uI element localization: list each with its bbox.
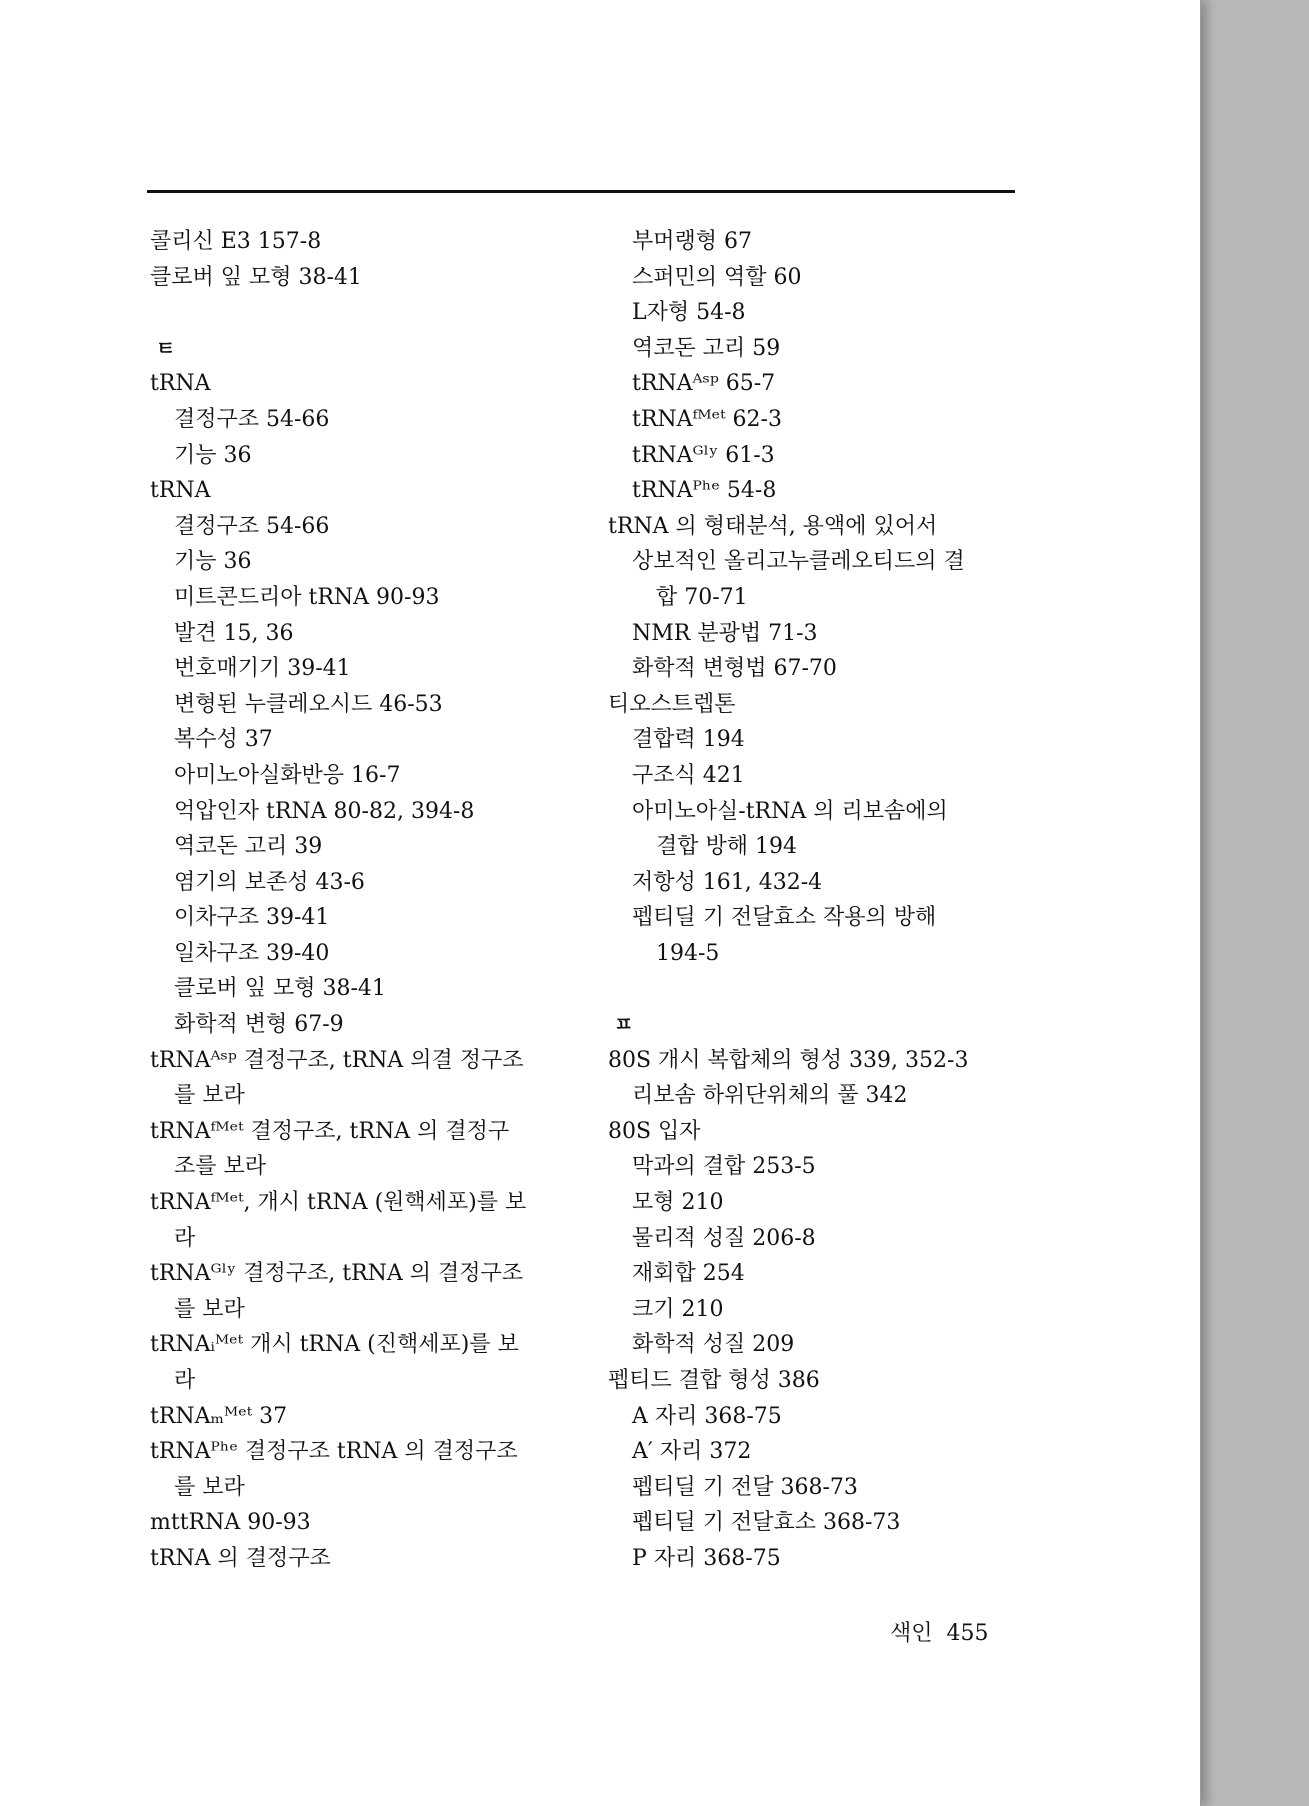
index-entry: 모형 210 (632, 1190, 724, 1216)
index-entry: A′ 자리 372 (632, 1439, 752, 1465)
index-entry: 80S 입자 (608, 1118, 701, 1144)
index-entry: 콜리신 E3 157-8 (150, 229, 322, 254)
index-entry: 라 (174, 1368, 196, 1393)
index-entry: NMR 분광법 71-3 (632, 620, 818, 646)
index-entry: tRNAᴾʰᵉ 54-8 (632, 478, 777, 504)
index-entry: 조를 보라 (174, 1154, 267, 1180)
page-number: 455 (946, 1621, 989, 1646)
index-entry: tRNAᴾʰᵉ 결정구조 tRNA 의 결정구조 (150, 1439, 518, 1465)
index-entry: tRNAᶠᴹᵉᵗ 62-3 (632, 406, 782, 432)
section-letter: ㅌ (156, 335, 176, 360)
blank-line (608, 971, 1028, 1007)
index-entry: tRNAᶠᴹᵉᵗ 결정구조, tRNA 의 결정구 (150, 1118, 510, 1144)
index-entry: 역코돈 고리 59 (632, 335, 781, 361)
index-entry: L자형 54-8 (632, 300, 746, 326)
index-entry: 복수성 37 (174, 727, 273, 753)
page-footer (890, 1616, 989, 1647)
index-entry: 클로버 잎 모형 38-41 (150, 264, 362, 290)
index-entry: 를 보라 (174, 1474, 245, 1500)
index-entry: 펩티딜 기 전달효소 368-73 (632, 1510, 901, 1536)
index-entry: tRNAᴬˢᵖ 65-7 (632, 371, 776, 397)
index-entry: 리보솜 하위단위체의 풀 342 (632, 1083, 908, 1109)
index-entry: 합 70-71 (656, 584, 748, 610)
index-column-left (150, 224, 590, 1577)
index-entry: tRNA 의 형태분석, 용액에 있어서 (608, 513, 938, 539)
index-entry: 를 보라 (174, 1296, 245, 1322)
index-entry: 상보적인 올리고누클레오티드의 결 (632, 549, 965, 575)
index-entry: 발견 15, 36 (174, 620, 294, 646)
section-letter: ㅍ (614, 1012, 634, 1037)
index-entry: 억압인자 tRNA 80-82, 394-8 (174, 798, 475, 824)
index-entry: tRNAᴬˢᵖ 결정구조, tRNA 의결 정구조 (150, 1047, 524, 1073)
index-entry: 이차구조 39-41 (174, 905, 330, 931)
index-entry: 기능 36 (174, 549, 252, 575)
index-entry: 화학적 변형 67-9 (174, 1012, 344, 1038)
index-entry: 저항성 161, 432-4 (632, 869, 823, 895)
index-entry: 티오스트렙톤 (608, 691, 736, 717)
index-entry: 막과의 결합 253-5 (632, 1154, 816, 1180)
index-entry: 크기 210 (632, 1296, 724, 1322)
index-entry: 펩티딜 기 전달 368-73 (632, 1474, 858, 1500)
index-entry: 재회합 254 (632, 1261, 745, 1287)
index-entry: 결합력 194 (632, 727, 745, 753)
index-entry: P 자리 368-75 (632, 1545, 781, 1571)
index-entry: 결정구조 54-66 (174, 406, 330, 432)
index-entry: 를 보라 (174, 1083, 245, 1109)
header-rule (147, 190, 1015, 193)
index-entry: 염기의 보존성 43-6 (174, 869, 365, 895)
index-entry: 80S 개시 복합체의 형성 339, 352-3 (608, 1047, 969, 1073)
index-entry: 결정구조 54-66 (174, 513, 330, 539)
index-entry: 라 (174, 1225, 196, 1251)
index-entry: 물리적 성질 206-8 (632, 1225, 816, 1251)
index-entry: tRNAᴳˡʸ 결정구조, tRNA 의 결정구조 (150, 1261, 524, 1287)
index-entry: 변형된 누클레오시드 46-53 (174, 691, 443, 717)
index-entry: mttRNA 90-93 (150, 1510, 311, 1536)
index-entry: 클로버 잎 모형 38-41 (174, 976, 386, 1002)
index-entry: 펩티딜 기 전달효소 작용의 방해 (632, 905, 937, 931)
index-entry: 부머랭형 67 (632, 229, 752, 254)
index-entry: tRNA 의 결정구조 (150, 1545, 331, 1571)
index-entry: tRNAᴳˡʸ 61-3 (632, 442, 775, 468)
index-entry: tRNA (150, 478, 211, 504)
index-entry: A 자리 368-75 (632, 1403, 782, 1429)
blank-line (150, 295, 590, 331)
index-entry: tRNA (150, 371, 211, 397)
index-entry: tRNAₘᴹᵉᵗ 37 (150, 1403, 288, 1429)
index-entry: 아미노아실-tRNA 의 리보솜에의 (632, 798, 948, 824)
index-entry: 구조식 421 (632, 762, 745, 788)
index-entry: 일차구조 39-40 (174, 940, 330, 966)
index-entry: 화학적 변형법 67-70 (632, 656, 837, 682)
index-entry: 미트콘드리아 tRNA 90-93 (174, 584, 440, 610)
index-entry: tRNAᶠᴹᵉᵗ, 개시 tRNA (원핵세포)를 보 (150, 1190, 527, 1216)
index-entry: 펩티드 결합 형성 386 (608, 1368, 820, 1393)
index-entry: 기능 36 (174, 442, 252, 468)
index-entry: 역코돈 고리 39 (174, 834, 323, 860)
index-entry: 194-5 (656, 940, 720, 966)
index-entry: tRNAᵢᴹᵉᵗ 개시 tRNA (진핵세포)를 보 (150, 1332, 519, 1358)
index-column-right (608, 224, 1028, 1577)
footer-section-label: 색인 (890, 1621, 933, 1646)
index-entry: 결합 방해 194 (656, 834, 797, 860)
index-entry: 번호매기기 39-41 (174, 656, 351, 682)
index-entry: 아미노아실화반응 16-7 (174, 762, 401, 788)
index-entry: 스퍼민의 역할 60 (632, 264, 802, 290)
index-entry: 화학적 성질 209 (632, 1332, 795, 1358)
